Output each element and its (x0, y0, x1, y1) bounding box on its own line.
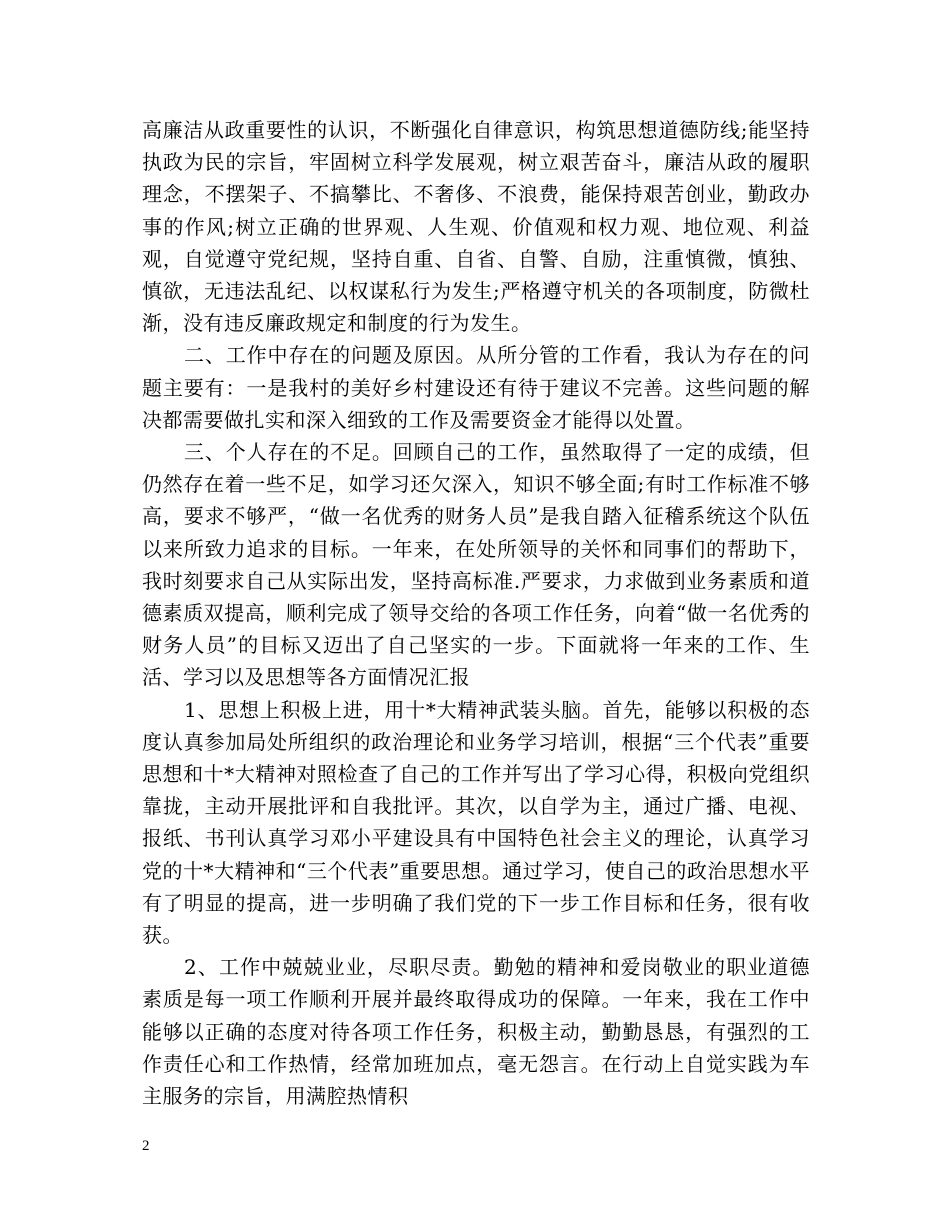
paragraph-problems-causes: 二、工作中存在的问题及原因。从所分管的工作看，我认为存在的问题主要有：一是我村的美好乡村建设还有待于建议不完善。这些问题的解决都需要做扎实和深入细致的工作及需要资金才能得以处置。 (142, 343, 810, 432)
paragraph-work-diligence: 2、工作中兢兢业业，尽职尽责。勤勉的精神和爱岗敬业的职业道德素质是每一项工作顺利开展并最终取得成功的保障。一年来，我在工作中能够以正确的态度对待各项工作任务，积极主动，勤勤恳恳，有强烈的工作责任心和工作热情，经常加班加点，毫无怨言。在行动上自觉实践为车主服务的宗旨，用满腔热情积 (142, 955, 810, 1109)
paragraph-personal-shortcomings: 三、个人存在的不足。回顾自己的工作，虽然取得了一定的成绩，但仍然存在着一些不足，如学习还欠深入，知识不够全面;有时工作标准不够高，要求不够严，“做一名优秀的财务人员”是我自踏入征稽系统这个队伍以来所致力追求的目标。一年来，在处所领导的关怀和同事们的帮助下，我时刻要求自己从实际出发，坚持高标准.严要求，力求做到业务素质和道德素质双提高，顺利完成了领导交给的各项工作任务，向着“做一名优秀的财务人员”的目标又迈出了自己坚实的一步。下面就将一年来的工作、生活、学习以及思想等各方面情况汇报 (142, 440, 810, 690)
paragraph-ideological-progress: 1、思想上积极上进，用十*大精神武装头脑。首先，能够以积极的态度认真参加局处所组织的政治理论和业务学习培训，根据“三个代表”重要思想和十*大精神对照检查了自己的工作并写出了学习心得，积极向党组织靠拢，主动开展批评和自我批评。其次，以自学为主，通过广播、电视、报纸、书刊认真学习邓小平建设具有中国特色社会主义的理论，认真学习党的十*大精神和“三个代表”重要思想。通过学习，使自己的政治思想水平有了明显的提高，进一步明确了我们党的下一步工作目标和任务，很有收获。 (142, 697, 810, 948)
page-number: 2 (142, 1138, 150, 1154)
document-body (142, 114, 810, 1112)
paragraph-continuation: 高廉洁从政重要性的认识，不断强化自律意识，构筑思想道德防线;能坚持执政为民的宗旨，牢固树立科学发展观，树立艰苦奋斗，廉洁从政的履职理念，不摆架子、不搞攀比、不奢侈、不浪费，能保持艰苦创业，勤政办事的作风;树立正确的世界观、人生观、价值观和权力观、地位观、利益观，自觉遵守党纪规，坚持自重、自省、自警、自励，注重慎微，慎独、慎欲，无违法乱纪、以权谋私行为发生;严格遵守机关的各项制度，防微杜渐，没有违反廉政规定和制度的行为发生。 (142, 118, 810, 336)
